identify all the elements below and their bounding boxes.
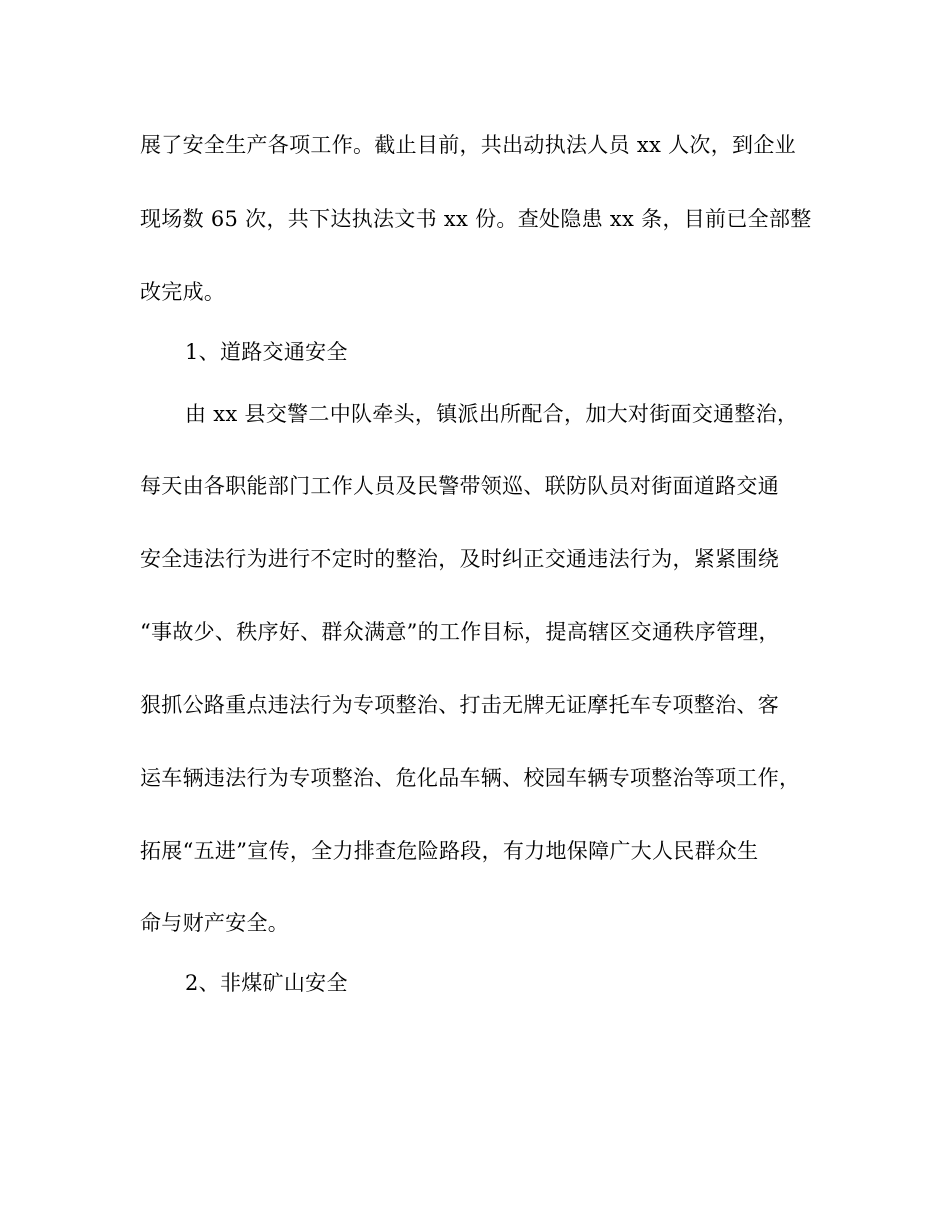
paragraph-line: 拓展“五进”宣传，全力排查危险路段，有力地保障广大人民群众生 — [140, 839, 759, 863]
paragraph-line: “事故少、秩序好、群众满意”的工作目标，提高辖区交通秩序管理， — [140, 620, 780, 644]
paragraph-line: 改完成。 — [140, 280, 226, 304]
paragraph-line: 狠抓公路重点违法行为专项整治、打击无牌无证摩托车专项整治、客 — [140, 693, 779, 717]
section-heading: 2、非煤矿山安全 — [185, 971, 348, 995]
paragraph-line: 命与财产安全。 — [140, 911, 290, 935]
paragraph-line: 由 xx 县交警二中队牵头，镇派出所配合，加大对街面交通整治， — [185, 402, 799, 426]
paragraph-line: 每天由各职能部门工作人员及民警带领巡、联防队员对街面道路交通 — [140, 474, 779, 498]
paragraph-line: 运车辆违法行为专项整治、危化品车辆、校园车辆专项整治等项工作， — [140, 766, 801, 790]
section-heading: 1、道路交通安全 — [185, 340, 348, 364]
paragraph-line: 现场数 65 次，共下达执法文书 xx 份。查处隐患 xx 条，目前已全部整 — [140, 207, 812, 231]
paragraph-line: 安全违法行为进行不定时的整治，及时纠正交通违法行为，紧紧围绕 — [140, 547, 779, 571]
paragraph-line: 展了安全生产各项工作。截止目前，共出动执法人员 xx 人次，到企业 — [140, 133, 796, 157]
